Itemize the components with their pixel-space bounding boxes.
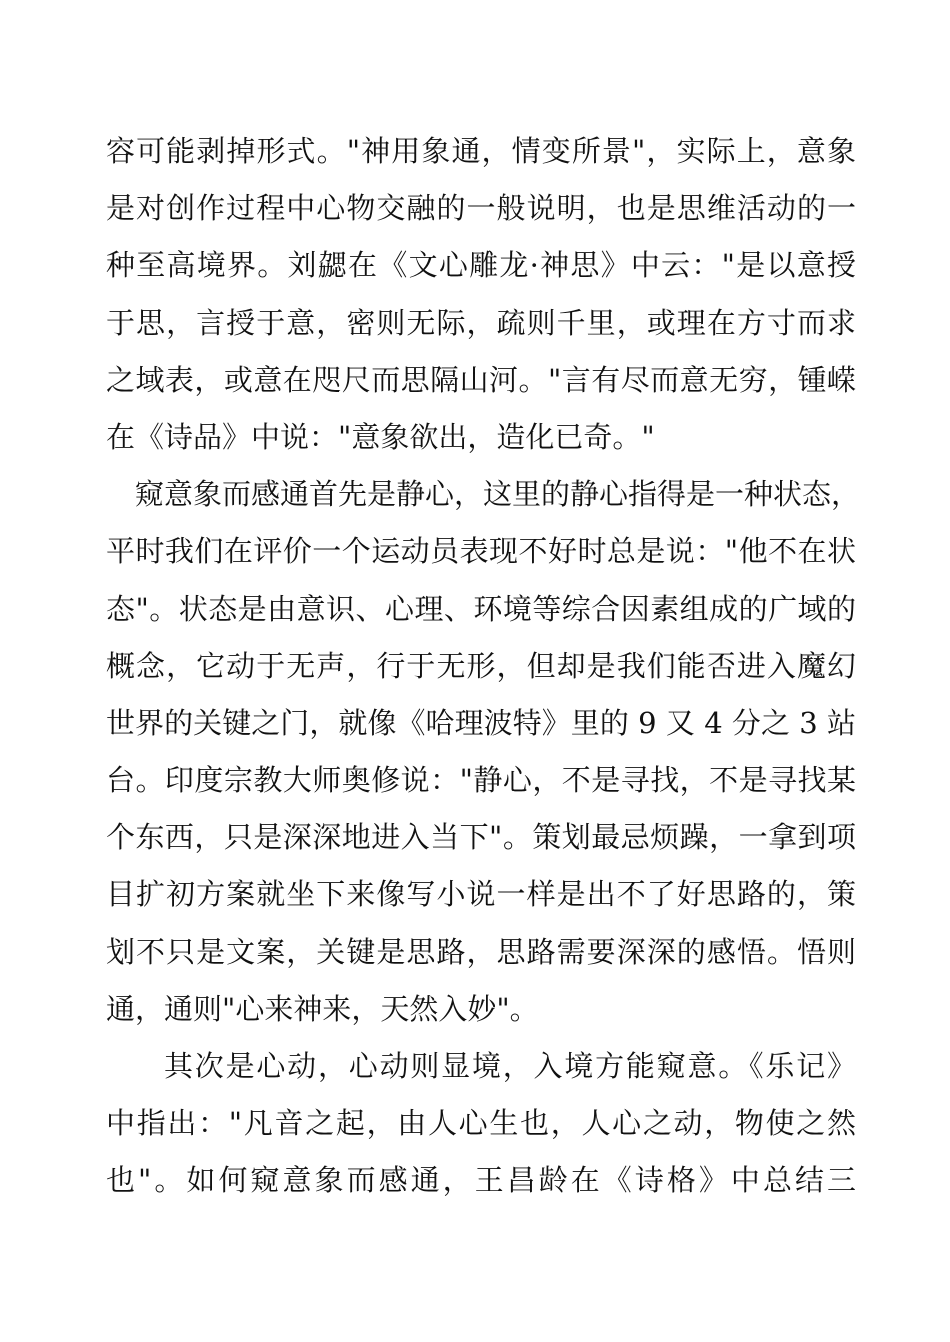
paragraph-first-line: 其次是心动，心动则显境，入境方能窥意。《乐记》 — [164, 1049, 856, 1083]
body-text — [106, 123, 861, 1210]
text-line: 于思，言授于意，密则无际，疏则千里，或理在方寸而求 — [106, 305, 856, 340]
text-line: 之域表，或意在咫尺而思隔山河。"言有尽而意无穷，锺嵘 — [106, 362, 856, 397]
paragraph-first-line: 窥意象而感通首先是静心，这里的静心指得是一种状态， — [135, 477, 861, 512]
text-line: 容可能剥掉形式。"神用象通，情变所景"，实际上，意象 — [106, 134, 856, 168]
text-line: 个东西，只是深深地进入当下"。策划最忌烦躁，一拿到项 — [106, 820, 856, 855]
text-line: 划不只是文案，关键是思路，思路需要深深的感悟。悟则 — [106, 934, 856, 969]
text-line: 态"。状态是由意识、心理、环境等综合因素组成的广域的 — [106, 591, 856, 626]
text-line: 也"。如何窥意象而感通，王昌龄在《诗格》中总结三 — [106, 1163, 856, 1198]
text-line: 中指出："凡音之起，由人心生也，人心之动，物使之然 — [106, 1106, 856, 1141]
text-line: 世界的关键之门，就像《哈理波特》里的 9 又 4 分之 3 站 — [106, 705, 856, 740]
text-line: 平时我们在评价一个运动员表现不好时总是说："他不在状 — [106, 534, 856, 569]
text-line: 种至高境界。刘勰在《文心雕龙·神思》中云："是以意授 — [106, 248, 856, 283]
text-line: 在《诗品》中说："意象欲出，造化已奇。" — [106, 419, 655, 454]
text-line: 通，通则"心来神来，天然入妙"。 — [106, 991, 539, 1026]
text-line: 概念，它动于无声，行于无形，但却是我们能否进入魔幻 — [106, 648, 856, 683]
text-line: 台。印度宗教大师奥修说："静心，不是寻找，不是寻找某 — [106, 763, 856, 798]
text-line: 是对创作过程中心物交融的一般说明，也是思维活动的一 — [106, 191, 856, 226]
text-line: 目扩初方案就坐下来像写小说一样是出不了好思路的，策 — [106, 877, 856, 912]
